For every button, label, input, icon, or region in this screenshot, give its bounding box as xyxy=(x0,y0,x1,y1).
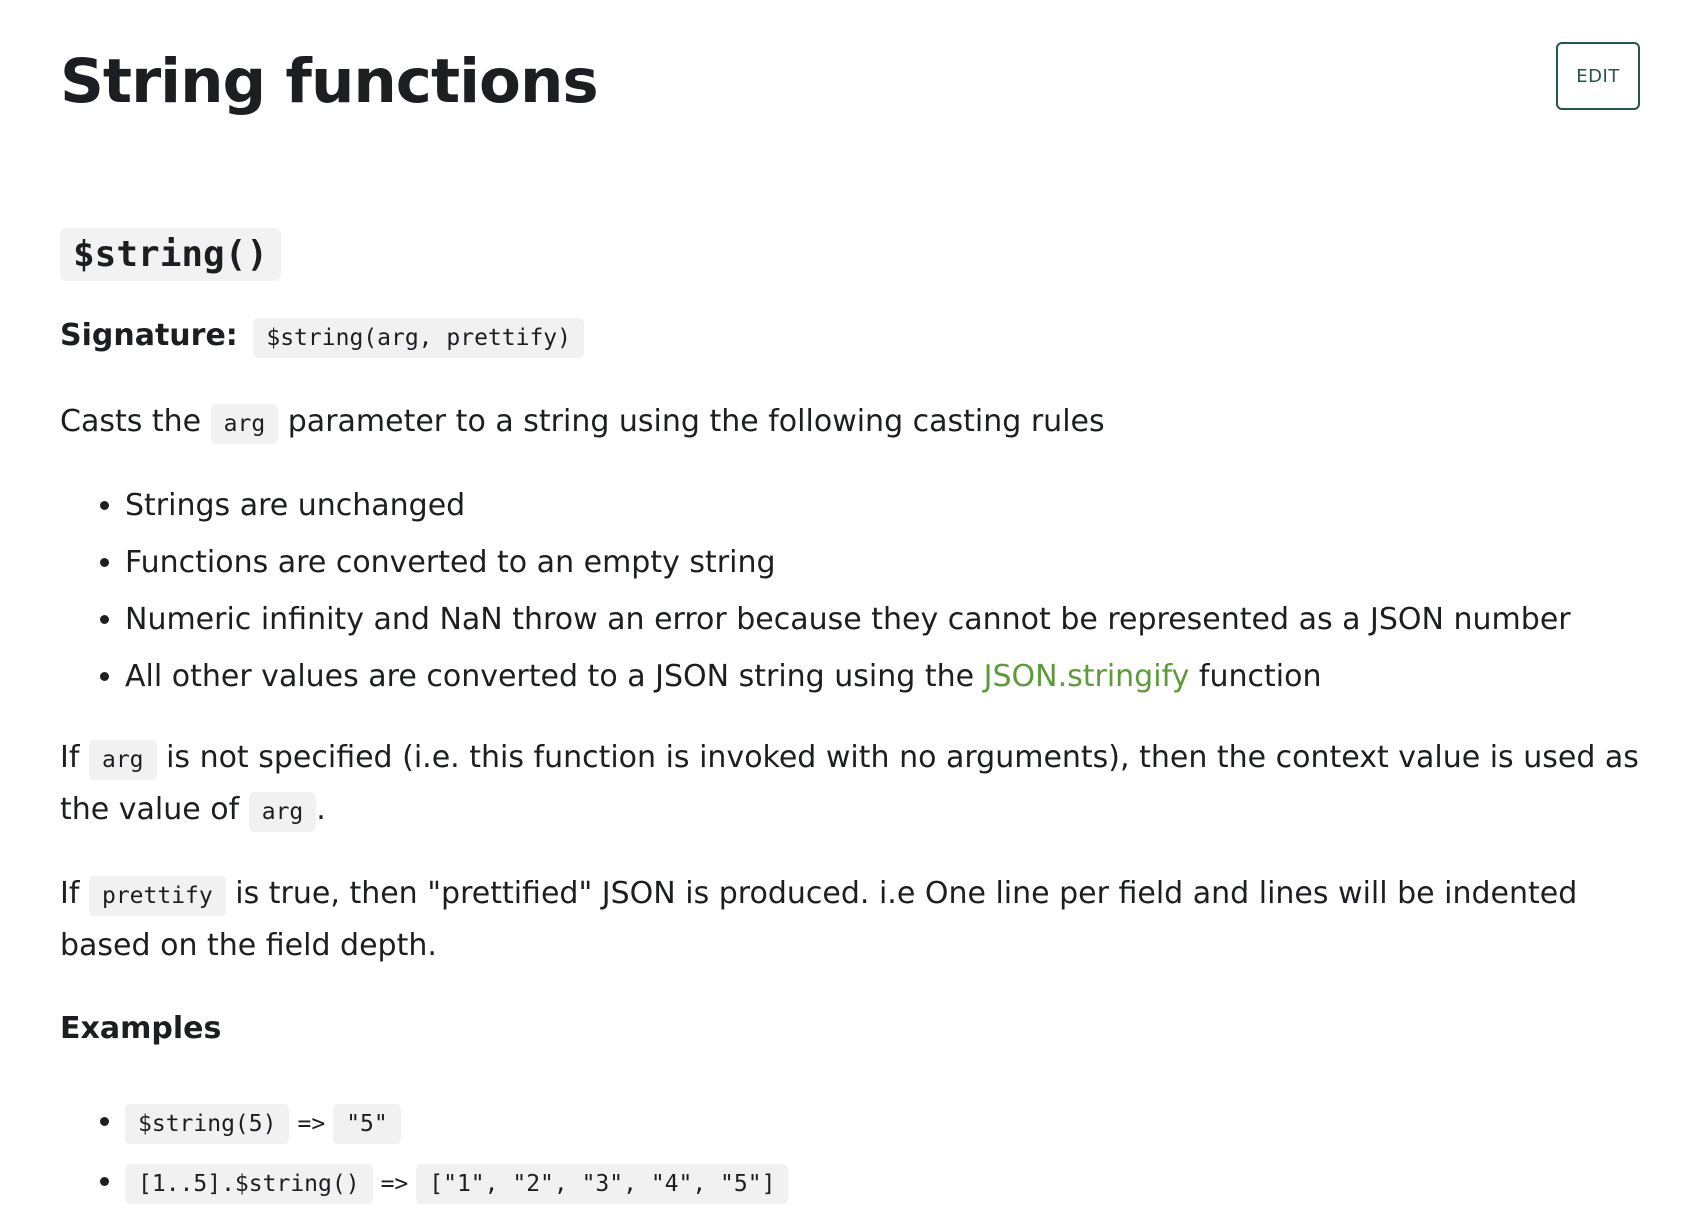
arg-para-prefix: If xyxy=(60,740,80,775)
example-input: [1..5].$string() xyxy=(125,1164,373,1204)
casts-prefix: Casts the xyxy=(60,404,202,439)
arg-paragraph xyxy=(60,733,1640,837)
list-item xyxy=(125,648,1640,705)
json-stringify-link[interactable]: JSON.stringify xyxy=(983,659,1190,694)
signature-label: Signature: xyxy=(60,318,238,353)
list-item xyxy=(125,1093,1640,1153)
list-item: • Functions are converted to an empty string xyxy=(125,534,1640,591)
function-heading-code: $string() xyxy=(60,228,281,281)
arg-para-suffix: . xyxy=(316,792,326,827)
casts-suffix: parameter to a string using the following casting rules xyxy=(287,404,1105,439)
function-heading xyxy=(60,228,1640,281)
example-arrow: => xyxy=(380,1171,409,1197)
main-content xyxy=(60,228,1640,1213)
examples-heading: Examples xyxy=(60,1011,222,1046)
prettify-para-suffix: is true, then "prettified" JSON is produced. i.e One line per field and lines will be indented based on the field depth. xyxy=(60,876,1578,963)
example-output: "5" xyxy=(333,1104,401,1144)
arg-para-code: arg xyxy=(89,740,157,780)
casts-paragraph xyxy=(60,397,1640,449)
example-output: ["1", "2", "3", "4", "5"] xyxy=(416,1164,788,1204)
page-title: String functions xyxy=(60,46,598,117)
example-arrow: => xyxy=(297,1111,326,1137)
prettify-paragraph xyxy=(60,869,1640,970)
edit-button[interactable]: EDIT xyxy=(1556,42,1640,110)
arg-para-middle: is not specified (i.e. this function is invoked with no arguments), then the context value is used as the value of xyxy=(60,740,1639,827)
signature xyxy=(60,311,1640,363)
list-item: • Numeric infinity and NaN throw an error because they cannot be represented as a JSON number xyxy=(125,591,1640,648)
rule4-suffix: function xyxy=(1198,659,1322,694)
casts-arg-code: arg xyxy=(211,404,279,444)
prettify-para-prefix: If xyxy=(60,876,80,911)
signature-code: $string(arg, prettify) xyxy=(253,318,584,358)
rule4-prefix: All other values are converted to a JSON string using the xyxy=(125,659,975,694)
list-item xyxy=(125,1153,1640,1213)
prettify-para-code: prettify xyxy=(89,876,226,916)
examples-list xyxy=(60,1093,1640,1213)
example-input: $string(5) xyxy=(125,1104,289,1144)
casting-rules-list xyxy=(60,477,1640,705)
list-item: • Strings are unchanged xyxy=(125,477,1640,534)
arg-para-code-2: arg xyxy=(249,792,317,832)
